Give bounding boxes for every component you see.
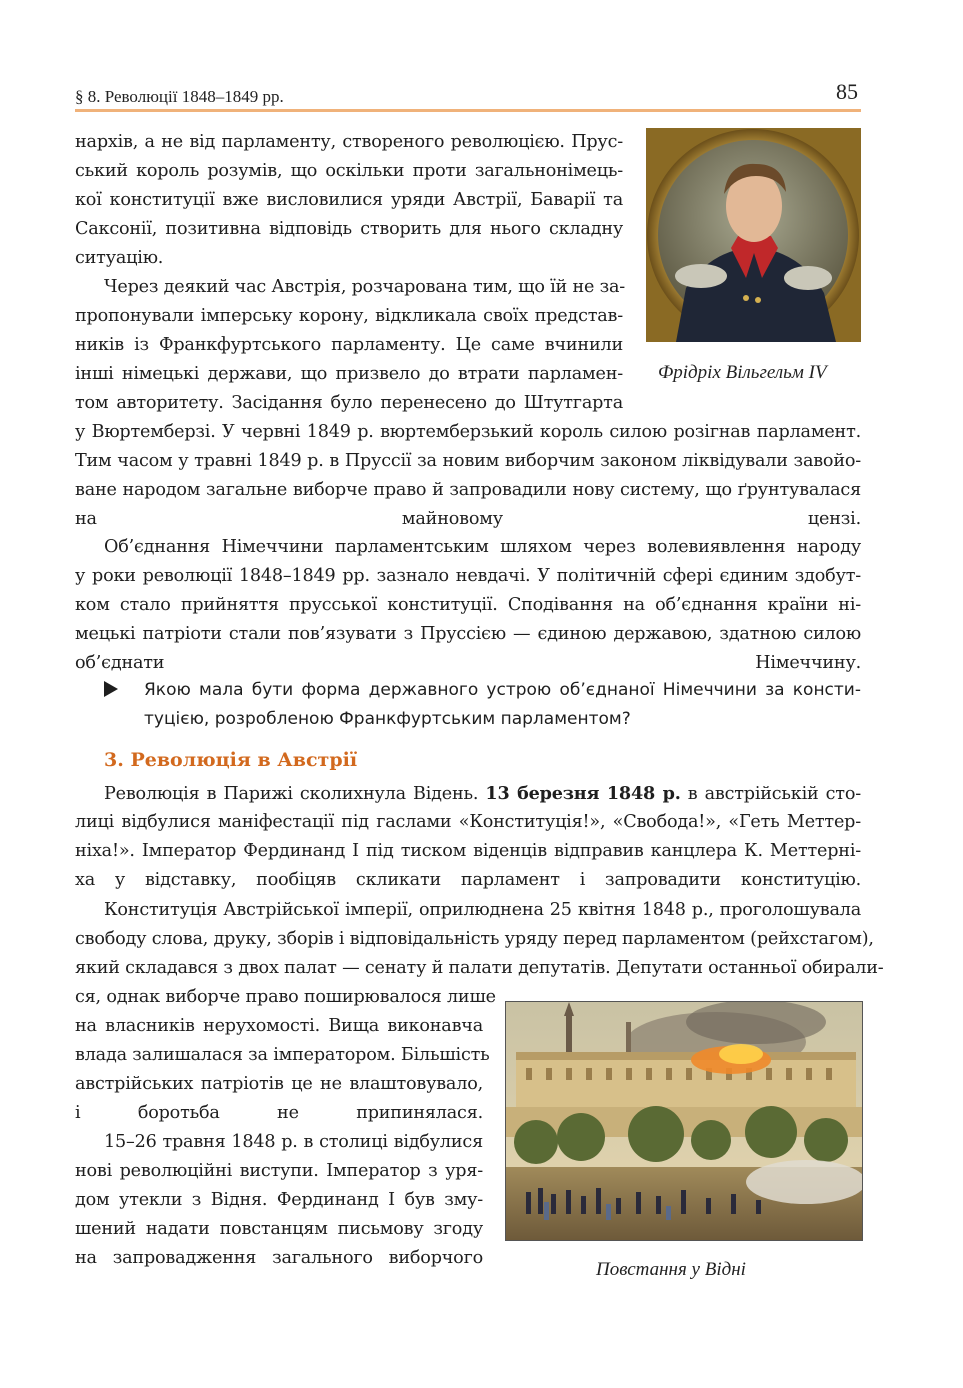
text-line: Саксонії, позитивна відповідь створить для нього складну [75, 219, 623, 239]
text-line: на власників нерухомості. Вища виконавча [75, 1016, 483, 1036]
vienna-uprising-image [506, 1002, 862, 1240]
text-line: ський король розумів, що оскільки проти загальнонімець- [75, 161, 623, 181]
text-line: 15–26 травня 1848 р. в столиці відбулися [104, 1132, 483, 1152]
paragraph-1 [75, 128, 623, 273]
text-line: том авторитету. Засідання було перенесено до Штутгарта [75, 393, 623, 413]
text-line: який складався з двох палат — сенату й палати депутатів. Депутати останньої обирали- [75, 958, 884, 978]
text-line: Через деякий час Австрія, розчарована тим, що їй не за- [104, 277, 626, 297]
paragraph-5-continued [75, 983, 496, 1128]
text-line: Тим часом у травні 1849 р. в Пруссії за новим виборчим законом ліквідували завойо- [75, 451, 861, 471]
vienna-caption: Повстання у Відні [596, 1259, 746, 1280]
text-line: туцією, розробленою Франкфуртським парламентом? [144, 709, 631, 729]
text-line: мецькі патріоти стали пов’язувати з Пруссією — єдиною державою, здатною силою [75, 624, 861, 644]
text-line: австрійських патріотів це не влаштовувало, [75, 1074, 483, 1094]
paragraph-2 [75, 273, 626, 418]
header-rule [75, 109, 861, 112]
text-line: нові революційні виступи. Імператор з уря- [75, 1161, 483, 1181]
text-line: ників із Франкфуртського парламенту. Це саме вчинили [75, 335, 623, 355]
text-line: дом утекли з Відня. Фердинанд І був зму- [75, 1190, 483, 1210]
text-line: ха у відставку, пообіцяв скликати парламент і запровадити конституцію. [75, 870, 861, 890]
text-line: ком стало прийняття прусської конституції. Сподівання на об’єднання країни ні- [75, 595, 861, 615]
text-line: ся, однак виборче право поширювалося лише [75, 987, 496, 1007]
running-header: § 8. Революції 1848–1849 рр. [75, 87, 284, 106]
text-line: інші німецькі держави, що призвело до втрати парламен- [75, 364, 623, 384]
text-line: ване народом загальне виборче право й запровадили нову систему, що ґрунтувалася [75, 480, 861, 500]
paragraph-6 [75, 1128, 483, 1273]
text-line: ситуацію. [75, 248, 164, 268]
text-line: Конституція Австрійської імперії, оприлюднена 25 квітня 1848 р., проголошувала [104, 900, 861, 920]
text-line: лиці відбулися маніфестації під гаслами «Конституція!», «Свобода!», «Геть Меттер- [75, 812, 861, 832]
text-line: свободу слова, друку, зборів і відповідальність уряду перед парламентом (рейхстагом), [75, 929, 874, 949]
text-line: у Вюртемберзі. У червні 1849 р. вюртемберзький король силою розігнав парламент. [75, 422, 861, 442]
question-text [144, 676, 861, 734]
text-line: Якою мала бути форма державного устрою об’єднаної Німеччини за консти- [144, 680, 861, 700]
text-line: кої конституції вже висловилися уряди Австрії, Баварії та [75, 190, 623, 210]
paragraph-2-continued [75, 418, 861, 534]
paragraph-5 [75, 896, 884, 983]
text-line: нархів, а не від парламенту, створеного революцією. Прус- [75, 132, 623, 152]
text-line: на майновому цензі. [75, 509, 861, 529]
text-line: у роки революції 1848–1849 рр. зазнало невдачі. У політичній сфері єдиним здобут- [75, 566, 861, 586]
text-line: влада залишалася за імператором. Більшість [75, 1045, 490, 1065]
portrait-image [646, 128, 861, 342]
paragraph-3 [75, 533, 861, 678]
text-line: Революція в Парижі сколихнула Відень. 13 березня 1848 р. в австрійській сто- [104, 783, 861, 804]
page-number: 85 [836, 79, 858, 104]
text-line: Об’єднання Німеччини парламентським шляхом через волевиявлення народу [104, 537, 861, 557]
bold-date: 13 березня 1848 р. [485, 783, 681, 804]
text-line: на запровадження загального виборчого [75, 1248, 483, 1268]
text-line: пропонували імперську корону, відкликала своїх представ- [75, 306, 623, 326]
section-title: 3. Революція в Австрії [104, 749, 358, 771]
text-line: об’єднати Німеччину. [75, 653, 861, 673]
text-line: ніха!». Імператор Фердинанд І під тиском віденців відправив канцлера К. Меттерні- [75, 841, 861, 861]
portrait-figure [646, 128, 861, 342]
text-line: і боротьба не припинялася. [75, 1103, 483, 1123]
triangle-arrow-icon [104, 681, 118, 697]
text-line: шений надати повстанцям письмову згоду [75, 1219, 483, 1239]
vienna-uprising-figure [505, 1001, 863, 1241]
portrait-caption: Фрідріх Вільгельм IV [658, 362, 827, 383]
paragraph-4 [75, 779, 861, 895]
